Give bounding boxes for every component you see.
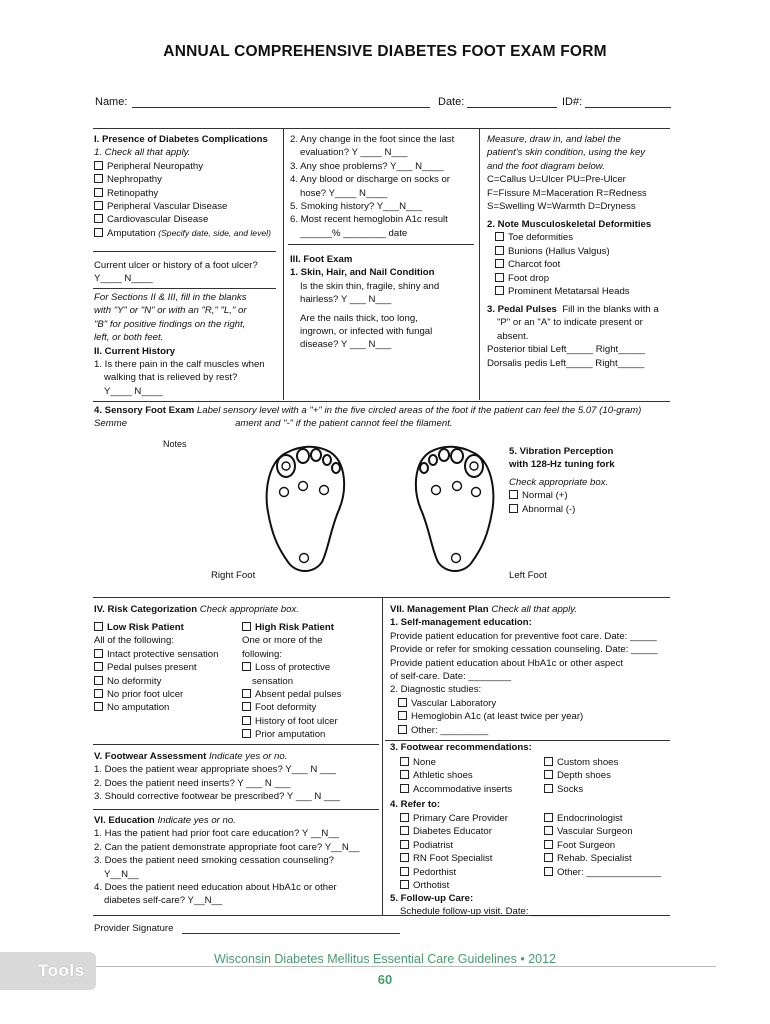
checkbox-icon[interactable] <box>400 813 409 822</box>
high-risk-item[interactable]: Loss of protective <box>242 661 341 674</box>
left-foot-diagram[interactable] <box>402 440 502 578</box>
tools-label: Tools <box>38 961 85 980</box>
footwear-item[interactable]: Socks <box>544 783 618 796</box>
right-foot-diagram[interactable] <box>258 440 358 578</box>
footwear-item[interactable]: Athletic shoes <box>400 769 512 782</box>
checkbox-icon[interactable] <box>400 757 409 766</box>
sections-instruction: For Sections II & III, fill in the blanks with "Y" or "N" or with an "R," "L," or "B" for positive findings on the right, left, or both feet. II. Current History 1. Is there pain in the calf muscles when walking that is relieved by rest? Y____ N____ <box>94 292 265 397</box>
complication-item[interactable]: Retinopathy <box>94 187 279 200</box>
referral-item[interactable]: Primary Care Provider <box>400 812 508 825</box>
divider <box>283 128 284 400</box>
checkbox-icon[interactable] <box>398 698 407 707</box>
sensory-exam: 4. Sensory Foot Exam Label sensory level with a "+" in the five circled areas of the foot if the patient can feel the 5.07 (10-gram) Semme ament and "-" if the patient cannot feel the filament. <box>94 405 642 430</box>
checkbox-icon[interactable] <box>94 689 103 698</box>
checkbox-icon[interactable] <box>544 757 553 766</box>
right-foot-label: Right Foot <box>211 570 256 581</box>
checkbox-icon[interactable] <box>398 725 407 734</box>
checkbox-icon[interactable] <box>400 826 409 835</box>
low-risk-item[interactable]: No prior foot ulcer <box>94 688 218 701</box>
checkbox-icon[interactable] <box>400 880 409 889</box>
high-risk: High Risk Patient One or more of the following: Loss of protective sensation Absent pedal pulses Foot deformity History of foot ulcer Prior amputation <box>242 622 342 741</box>
low-risk-item[interactable]: No deformity <box>94 675 218 688</box>
referral-item[interactable]: Other: ______________ <box>544 866 661 879</box>
education: VI. Education Indicate yes or no. 1. Has the patient had prior foot care education? Y __N__ 2. Can the patient demonstrate appropriate foot care? Y__N__ 3. Does the patient need smoking cessation counseling? Y__N__ 4. Does the patient need education about HbA1c or other diabetes self-care? Y__N__ <box>94 815 360 907</box>
complication-item-amputation[interactable]: Amputation (Specify date, side, and level) <box>94 227 279 240</box>
footwear-item[interactable]: Depth shoes <box>544 769 618 782</box>
divider <box>93 128 670 129</box>
deformity-item[interactable]: Prominent Metatarsal Heads <box>487 285 651 298</box>
high-risk-item[interactable]: History of foot ulcer <box>242 715 341 728</box>
divider <box>93 288 276 289</box>
refer-left <box>400 812 508 892</box>
pedal-pulses-title: 3. Pedal Pulses <box>487 304 557 315</box>
divider <box>93 809 379 810</box>
referral-item[interactable]: Endocrinologist <box>544 812 661 825</box>
footwear-assessment: V. Footwear Assessment Indicate yes or no. 1. Does the patient wear appropriate shoes? Y___ N ___ 2. Does the patient need inserts? Y ___ N ___ 3. Should corrective footwear be prescribed? Y ___ N ___ <box>94 751 341 803</box>
complication-item[interactable]: Cardiovascular Disease <box>94 213 279 226</box>
refer-to-title: 4. Refer to: <box>390 799 441 810</box>
skin-key: Measure, draw in, and label the patient's skin condition, using the key and the foot diagram below. C=Callus U=Ulcer PU=Pre-Ulcer F=Fissure M=Maceration R=Redness S=Swelling W=Warmth D=Dryness <box>487 134 647 213</box>
diagnostic-item[interactable]: Vascular Laboratory <box>390 697 658 710</box>
low-risk-item[interactable]: Pedal pulses present <box>94 661 218 674</box>
deformity-item[interactable]: Charcot foot <box>487 258 651 271</box>
high-risk-item[interactable]: Foot deformity <box>242 701 341 714</box>
checkbox-icon[interactable] <box>544 853 553 862</box>
management-title: VII. Management Plan <box>390 604 489 615</box>
diagnostic-item[interactable]: Other: _________ <box>390 724 658 737</box>
footwear-item[interactable]: Accommodative inserts <box>400 783 512 796</box>
checkbox-icon[interactable] <box>94 702 103 711</box>
referral-item[interactable]: Rehab. Specialist <box>544 852 661 865</box>
checkbox-icon[interactable] <box>94 201 103 210</box>
checkbox-icon[interactable] <box>400 853 409 862</box>
date-field[interactable] <box>467 107 557 108</box>
low-risk: Low Risk Patient All of the following: Intact protective sensation Pedal pulses present No deformity No prior foot ulcer No amputation <box>94 622 219 714</box>
checkbox-icon[interactable] <box>544 826 553 835</box>
checkbox-icon[interactable] <box>94 622 103 631</box>
checkbox-icon[interactable] <box>495 232 504 241</box>
checkbox-icon[interactable] <box>242 689 251 698</box>
id-label: ID#: <box>562 96 583 108</box>
musculoskeletal-title: 2. Note Musculoskeletal Deformities <box>487 219 652 230</box>
checkbox-icon[interactable] <box>400 770 409 779</box>
checkbox-icon[interactable] <box>242 729 251 738</box>
footwear-item[interactable]: Custom shoes <box>544 756 618 769</box>
sensory-title: 4. Sensory Foot Exam <box>94 405 195 416</box>
checkbox-icon[interactable] <box>509 504 518 513</box>
musculoskeletal <box>487 218 651 298</box>
ulcer-question: Current ulcer or history of a foot ulcer? Y____ N____ <box>94 260 258 285</box>
referral-item[interactable]: Pedorthist <box>400 866 508 879</box>
education-title: VI. Education <box>94 815 155 826</box>
checkbox-icon[interactable] <box>544 813 553 822</box>
checkbox-icon[interactable] <box>94 662 103 671</box>
referral-item[interactable]: Foot Surgeon <box>544 839 661 852</box>
divider <box>288 244 474 245</box>
checkbox-icon[interactable] <box>544 770 553 779</box>
referral-item[interactable]: Orthotist <box>400 879 508 892</box>
checkbox-icon[interactable] <box>242 662 251 671</box>
checkbox-icon[interactable] <box>495 259 504 268</box>
footwear-item[interactable]: None <box>400 756 512 769</box>
management-plan: VII. Management Plan Check all that apply. 1. Self-management education: Provide patient education for preventive foot care. Date: _____ Provide or refer for smoking cessation counseling. Date: _____ Provide patient education about HbA1c or other aspect of self-care. Date: ________ 2. Diagnostic studies: Vascular Laboratory Hemoglobin A1c (at least twice per year) Other: _________ <box>390 604 658 736</box>
checkbox-icon[interactable] <box>495 286 504 295</box>
referral-item[interactable]: Podiatrist <box>400 839 508 852</box>
complication-item[interactable]: Peripheral Neuropathy <box>94 160 279 173</box>
page-title: ANNUAL COMPREHENSIVE DIABETES FOOT EXAM FORM <box>163 43 607 60</box>
checkbox-icon[interactable] <box>544 840 553 849</box>
risk-title-row: IV. Risk Categorization Check appropriate box. <box>94 604 299 615</box>
complication-item[interactable]: Peripheral Vascular Disease <box>94 200 279 213</box>
guideline-text: Wisconsin Diabetes Mellitus Essential Care Guidelines • 2012 <box>150 952 620 966</box>
section-2-title: II. Current History <box>94 345 176 357</box>
complication-item[interactable]: Nephropathy <box>94 173 279 186</box>
checkbox-icon[interactable] <box>94 676 103 685</box>
notes-label: Notes <box>163 439 187 449</box>
checkbox-icon[interactable] <box>400 784 409 793</box>
high-risk-option[interactable]: High Risk Patient <box>242 621 341 634</box>
high-risk-item[interactable]: Prior amputation <box>242 728 341 741</box>
high-risk-item[interactable]: Absent pedal pulses <box>242 688 341 701</box>
section-1 <box>94 133 279 240</box>
divider <box>93 401 670 402</box>
low-risk-option[interactable]: Low Risk Patient <box>94 621 218 634</box>
id-field[interactable] <box>585 107 671 108</box>
checkbox-icon[interactable] <box>94 228 103 237</box>
vibration-option[interactable]: Abnormal (-) <box>509 503 615 516</box>
footwear-recommendations: 3. Footwear recommendations: <box>390 742 532 753</box>
name-label: Name: <box>95 96 128 108</box>
referral-item[interactable]: RN Foot Specialist <box>400 852 508 865</box>
date-label: Date: <box>438 96 465 108</box>
checkbox-icon[interactable] <box>94 188 103 197</box>
divider <box>479 128 480 400</box>
checkbox-icon[interactable] <box>94 649 103 658</box>
section-3-title: III. Foot Exam <box>290 254 353 265</box>
checkbox-icon[interactable] <box>242 702 251 711</box>
checkbox-icon[interactable] <box>94 214 103 223</box>
footer-rule <box>96 966 716 967</box>
checkbox-icon[interactable] <box>94 161 103 170</box>
checkbox-icon[interactable] <box>544 784 553 793</box>
divider <box>93 744 379 745</box>
section-3-sub: 1. Skin, Hair, and Nail Condition <box>290 267 435 279</box>
footwear-left <box>400 756 512 796</box>
pedal-pulses: 3. Pedal Pulses Fill in the blanks with a "P" or an "A" to indicate present or absent. Posterior tibial Left_____ Right_____ Dorsalis pedis Left_____ Right_____ <box>487 304 659 369</box>
footwear-right <box>544 756 618 796</box>
checkbox-icon[interactable] <box>509 490 518 499</box>
deformity-item[interactable]: Foot drop <box>487 272 651 285</box>
signature-field[interactable] <box>182 933 400 934</box>
section-3: III. Foot Exam 1. Skin, Hair, and Nail Condition Is the skin thin, fragile, shiny and hairless? Y ___ N___ Are the nails thick, too long, ingrown, or infected with fungal disease? Y ___ N___ <box>290 254 440 351</box>
checkbox-icon[interactable] <box>544 867 553 876</box>
left-foot-label: Left Foot <box>509 570 547 581</box>
low-risk-item[interactable]: No amputation <box>94 701 218 714</box>
follow-up: 5. Follow-up Care: Schedule follow-up visit. Date: _____________ <box>390 893 601 918</box>
page-number: 60 <box>377 972 393 987</box>
deformity-item[interactable]: Toe deformities <box>487 231 651 244</box>
checkbox-icon[interactable] <box>495 273 504 282</box>
divider <box>382 597 383 915</box>
vibration-perception: 5. Vibration Perception with 128-Hz tuning fork Check appropriate box. Normal (+) Abnormal (-) <box>509 446 615 515</box>
checkbox-icon[interactable] <box>495 246 504 255</box>
diagnostic-item[interactable]: Hemoglobin A1c (at least twice per year) <box>390 710 658 723</box>
checkbox-icon[interactable] <box>398 711 407 720</box>
section-2-continued: 2. Any change in the foot since the last evaluation? Y ____ N___ 3. Any shoe problems? Y___ N____ 4. Any blood or discharge on socks or hose? Y____ N____ 5. Smoking history? Y___N___ 6. Most recent hemoglobin A1c result ______% ________ date <box>290 134 455 239</box>
deformity-item[interactable]: Bunions (Hallus Valgus) <box>487 245 651 258</box>
checkbox-icon[interactable] <box>400 867 409 876</box>
checkbox-icon[interactable] <box>94 174 103 183</box>
referral-item[interactable]: Vascular Surgeon <box>544 825 661 838</box>
checkbox-icon[interactable] <box>242 716 251 725</box>
divider <box>93 251 276 252</box>
refer-right <box>544 812 661 879</box>
low-risk-item[interactable]: Intact protective sensation <box>94 648 218 661</box>
checkbox-icon[interactable] <box>400 840 409 849</box>
signature-label: Provider Signature <box>94 923 174 934</box>
section-1-instruction: 1. Check all that apply. <box>94 147 191 159</box>
risk-title: IV. Risk Categorization <box>94 604 198 615</box>
footwear-assessment-title: V. Footwear Assessment <box>94 751 207 762</box>
name-field[interactable] <box>132 107 430 108</box>
section-1-title: I. Presence of Diabetes Complications <box>94 134 268 145</box>
referral-item[interactable]: Diabetes Educator <box>400 825 508 838</box>
checkbox-icon[interactable] <box>242 622 251 631</box>
vibration-option[interactable]: Normal (+) <box>509 489 615 502</box>
